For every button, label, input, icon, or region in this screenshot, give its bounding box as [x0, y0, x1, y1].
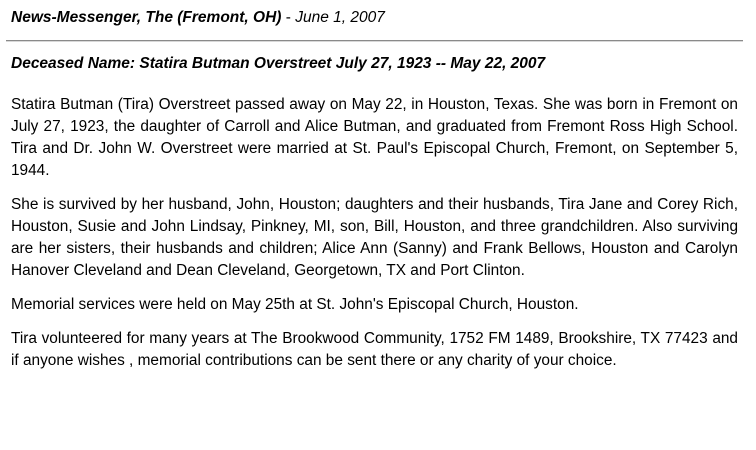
newspaper-source: News-Messenger, The (Fremont, OH) [11, 9, 282, 26]
header-separator: - [281, 9, 296, 26]
deceased-name-heading: Deceased Name: Statira Butman Overstreet July 27, 1923 -- May 22, 2007 [11, 55, 546, 72]
obituary-paragraph: Statira Butman (Tira) Overstreet passed away on May 22, in Houston, Texas. She was born in Fremont on July 27, 1923, the daughter of Carroll and Alice Butman, and graduated from Fremont Ross High School. Tira and Dr. John W. Overstreet were married at St. Paul's Episcopal Church, Fremont, on September 5, 1944. [11, 96, 738, 179]
obituary-paragraph: Tira volunteered for many years at The Brookwood Community, 1752 FM 1489, Brookshire, TX 77423 and if anyone wishes , memorial contributions can be sent there or any charity of your choice. [11, 330, 738, 369]
header-divider [6, 40, 743, 42]
document-header [11, 7, 385, 29]
obituary-paragraph: Memorial services were held on May 25th at St. John's Episcopal Church, Houston. [11, 296, 579, 313]
publication-date: June 1, 2007 [295, 9, 385, 26]
obituary-paragraph: She is survived by her husband, John, Houston; daughters and their husbands, Tira Jane and Corey Rich, Houston, Susie and John Lindsay, Pinkney, MI, son, Bill, Houston, and three grandchildren. Also surviving are her sisters, their husbands and children; Alice Ann (Sanny) and Frank Bellows, Houston and Carolyn Hanover Cleveland and Dean Cleveland, Georgetown, TX and Port Clinton. [11, 196, 738, 279]
obituary-body [11, 94, 738, 384]
